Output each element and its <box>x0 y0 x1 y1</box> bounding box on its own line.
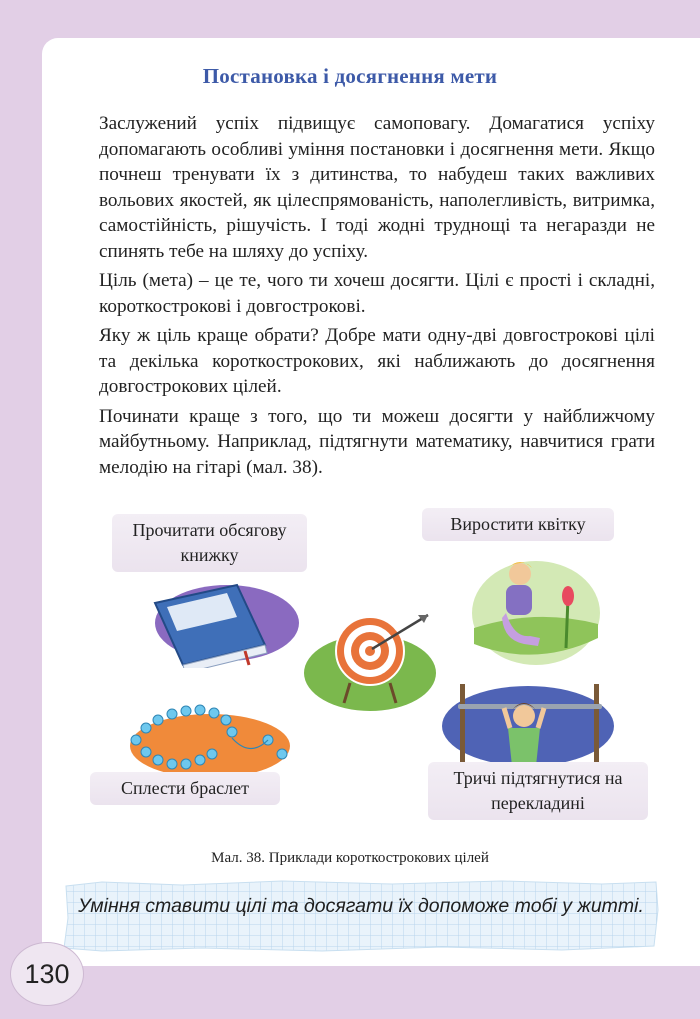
paragraph-1: Заслужений успіх підвищує самоповагу. Домагатися успіху допомагають особливі уміння постановки і досягнення мети. Якщо почнеш тренувати їх з дитинства, то набудеш таких важливих вольових якостей, як цілеспрямованість, наполегливість, витримка, самостійність, рішучість. І тоді жодні труднощі та негаразди не спинять тебе на шляху до успіху. <box>99 113 655 262</box>
figure-caption: Мал. 38. Приклади короткострокових цілей <box>211 850 489 866</box>
body-text <box>99 111 655 484</box>
page-number: 130 <box>24 958 70 989</box>
book-illustration <box>137 573 307 668</box>
target-illustration <box>300 603 440 713</box>
label-grow-flower: Виростити квітку <box>422 508 614 541</box>
flower-illustration <box>470 558 602 668</box>
paragraph-3: Яку ж ціль краще обрати? Добре мати одну-дві довгострокові цілі та декілька короткострокових, які наближають до досягнення довгострокових цілей. <box>99 325 655 397</box>
pullup-illustration <box>438 678 618 768</box>
paragraph-4: Починати краще з того, що ти можеш досягти у найближчому майбутньому. Наприклад, підтягнути математику, навчитися грати мелодію на гітарі (мал. 38). <box>99 405 655 478</box>
textbook-page <box>42 38 700 966</box>
label-bracelet: Сплести браслет <box>90 772 280 805</box>
paragraph-2: Ціль (мета) – це те, чого ти хочеш досягти. Цілі є прості і складні, короткострокові і довгострокові. <box>99 270 655 317</box>
page-title: Постановка і досягнення мети <box>202 64 498 88</box>
motto-box <box>62 880 660 952</box>
label-read-book: Прочитати обсягову книжку <box>112 514 307 572</box>
page-number-badge <box>10 942 84 1006</box>
label-pullups: Тричі підтягнутися на перекладині <box>428 762 648 820</box>
motto-text: Уміння ставити цілі та досягати їх допоможе тобі у житті. <box>78 895 644 917</box>
